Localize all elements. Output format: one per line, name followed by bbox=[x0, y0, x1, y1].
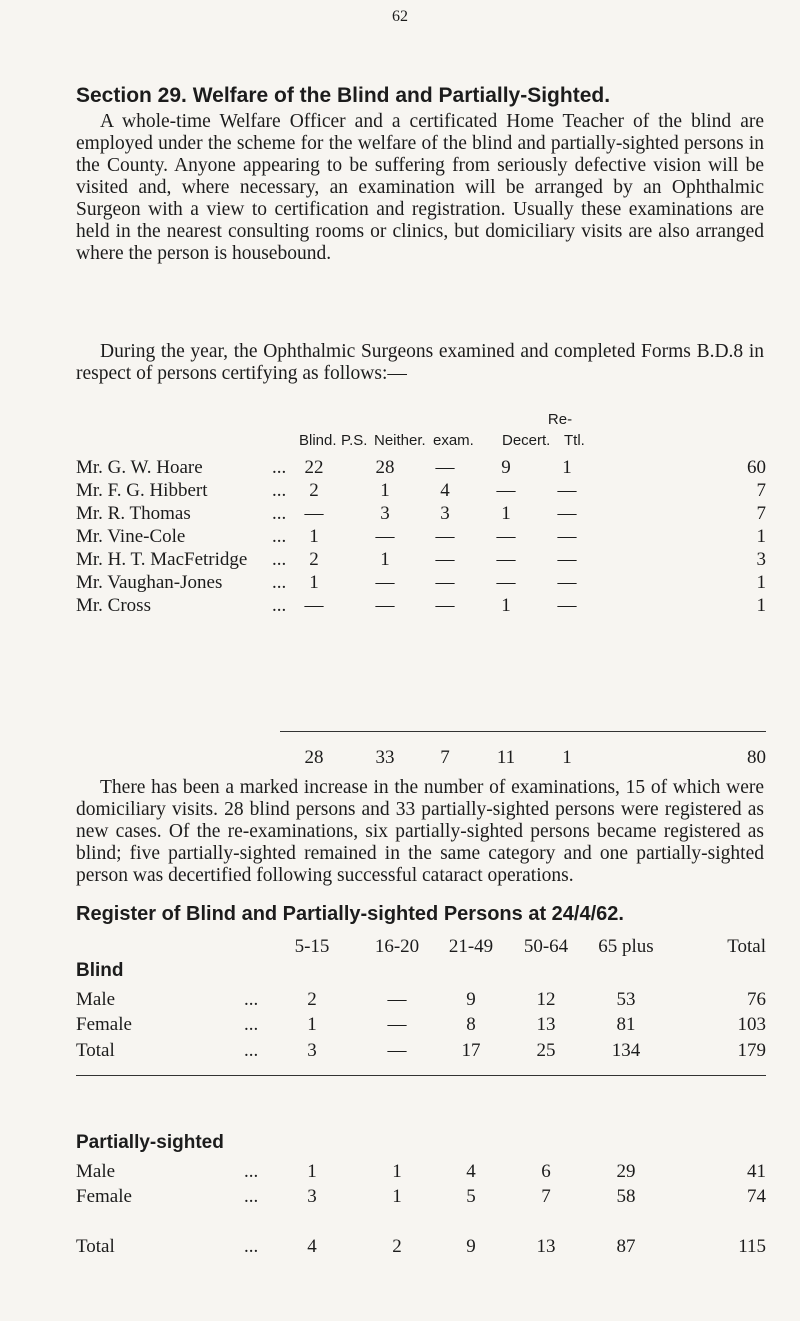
intro-paragraph: A whole-time Welfare Officer and a certificated Home Teacher of the blind are employed under the scheme for the welfare of the blind and partially-sighted persons in the County. Anyone appearing to be suffering from seriously defective vision will be visited and, where necessary, an examination will be arranged by an Ophthalmic Surgeon with a view to certification and registration. Usually these examinations are held in the nearest consulting rooms or clinics, but domiciliary visits are also arranged where the person is housebound. bbox=[76, 111, 764, 264]
surgeon-name: Mr. Vaughan-Jones bbox=[76, 572, 223, 593]
cell-blind: — bbox=[304, 595, 324, 616]
row-label: Male bbox=[76, 1161, 116, 1182]
register-value: 103 bbox=[737, 1014, 766, 1035]
age-header: 16-20 bbox=[374, 936, 420, 957]
total-ps: 33 bbox=[375, 747, 395, 768]
cell-total: 1 bbox=[756, 572, 766, 593]
register-value: 13 bbox=[536, 1236, 556, 1257]
cell-decert: — bbox=[557, 549, 577, 570]
register-value: 2 bbox=[392, 1236, 402, 1257]
cell-decert: — bbox=[557, 480, 577, 501]
leader-dots: ... bbox=[272, 526, 287, 547]
register-value: 1 bbox=[307, 1014, 317, 1035]
cell-decert: — bbox=[557, 503, 577, 524]
register-value: 53 bbox=[616, 989, 636, 1010]
register-value: 6 bbox=[541, 1161, 551, 1182]
row-label: Female bbox=[76, 1186, 132, 1207]
leader-dots: ... bbox=[272, 457, 287, 478]
register-value: 41 bbox=[747, 1161, 766, 1182]
register-value: 2 bbox=[307, 989, 317, 1010]
cell-neither: — bbox=[435, 526, 455, 547]
cell-reexam: — bbox=[496, 526, 516, 547]
cell-blind: 1 bbox=[309, 572, 319, 593]
register-value: 13 bbox=[536, 1014, 556, 1035]
cell-blind: 2 bbox=[309, 480, 319, 501]
cell-neither: — bbox=[435, 572, 455, 593]
cell-reexam: 9 bbox=[501, 457, 511, 478]
register-value: 179 bbox=[737, 1040, 766, 1061]
cell-ps: 28 bbox=[375, 457, 395, 478]
cell-blind: 1 bbox=[309, 526, 319, 547]
header-decert: Decert. bbox=[502, 432, 551, 449]
leader-dots: ... bbox=[244, 1236, 259, 1257]
register-value: 4 bbox=[307, 1236, 317, 1257]
surgeons-paragraph: During the year, the Ophthalmic Surgeons examined and completed Forms B.D.8 in respect of persons certifying as follows:— bbox=[76, 341, 764, 384]
leader-dots: ... bbox=[272, 595, 287, 616]
register-value: 76 bbox=[747, 989, 766, 1010]
header-total: Ttl. bbox=[564, 432, 585, 449]
total-row-label: Total bbox=[76, 1236, 115, 1257]
cell-ps: 1 bbox=[380, 549, 390, 570]
cell-neither: — bbox=[435, 457, 455, 478]
cell-blind: 22 bbox=[304, 457, 324, 478]
register-value: — bbox=[387, 1014, 407, 1035]
register-value: 134 bbox=[611, 1040, 641, 1061]
total-decert: 1 bbox=[562, 747, 572, 768]
cell-reexam: — bbox=[496, 480, 516, 501]
row-label: Female bbox=[76, 1014, 132, 1035]
header-ps: P.S. bbox=[341, 432, 368, 449]
register-value: 9 bbox=[466, 989, 476, 1010]
surgeon-name: Mr. F. G. Hibbert bbox=[76, 480, 208, 501]
register-title: Register of Blind and Partially-sighted Persons at 24/4/62. bbox=[76, 903, 624, 925]
cell-reexam: — bbox=[496, 549, 516, 570]
age-header: 50-64 bbox=[523, 936, 569, 957]
register-value: 9 bbox=[466, 1236, 476, 1257]
register-value: 29 bbox=[616, 1161, 636, 1182]
cell-decert: — bbox=[557, 595, 577, 616]
cell-reexam: 1 bbox=[501, 595, 511, 616]
register-value: 1 bbox=[392, 1186, 402, 1207]
leader-dots: ... bbox=[272, 572, 287, 593]
surgeon-name: Mr. R. Thomas bbox=[76, 503, 191, 524]
partially-sighted-label: Partially-sighted bbox=[76, 1132, 224, 1153]
header-blind: Blind. bbox=[299, 432, 337, 449]
header-neither: Neither. bbox=[374, 432, 426, 449]
cell-decert: — bbox=[557, 526, 577, 547]
cell-neither: 3 bbox=[440, 503, 450, 524]
register-value: 5 bbox=[466, 1186, 476, 1207]
cell-total: 7 bbox=[756, 480, 766, 501]
age-header: 5-15 bbox=[294, 936, 330, 957]
register-value: 12 bbox=[536, 989, 556, 1010]
register-value: 25 bbox=[536, 1040, 556, 1061]
cell-ps: — bbox=[375, 526, 395, 547]
cell-ps: 3 bbox=[380, 503, 390, 524]
register-value: 87 bbox=[616, 1236, 636, 1257]
cell-blind: 2 bbox=[309, 549, 319, 570]
total-blind: 28 bbox=[304, 747, 324, 768]
register-value: 115 bbox=[738, 1236, 766, 1257]
section-title: Section 29. Welfare of the Blind and Partially-Sighted. bbox=[76, 84, 611, 107]
cell-total: 7 bbox=[756, 503, 766, 524]
leader-dots: ... bbox=[244, 989, 259, 1010]
register-value: 3 bbox=[307, 1186, 317, 1207]
cell-blind: — bbox=[304, 503, 324, 524]
surgeon-name: Mr. Cross bbox=[76, 595, 151, 616]
surgeon-name: Mr. H. T. MacFetridge bbox=[76, 549, 248, 570]
age-header: 65 plus bbox=[598, 936, 654, 957]
register-value: 8 bbox=[466, 1014, 476, 1035]
cell-reexam: — bbox=[496, 572, 516, 593]
header-reexam-line1: Re- bbox=[547, 411, 573, 428]
leader-dots: ... bbox=[272, 480, 287, 501]
leader-dots: ... bbox=[244, 1186, 259, 1207]
cell-total: 1 bbox=[756, 595, 766, 616]
register-value: 1 bbox=[307, 1161, 317, 1182]
cell-ps: 1 bbox=[380, 480, 390, 501]
total-reexam: 11 bbox=[496, 747, 516, 768]
cell-decert: — bbox=[557, 572, 577, 593]
cell-neither: — bbox=[435, 595, 455, 616]
blind-rule bbox=[76, 1075, 766, 1076]
cell-ps: — bbox=[375, 572, 395, 593]
register-value: 17 bbox=[461, 1040, 481, 1061]
totals-rule bbox=[280, 731, 766, 732]
age-header: 21-49 bbox=[448, 936, 494, 957]
register-value: 58 bbox=[616, 1186, 636, 1207]
cell-total: 1 bbox=[756, 526, 766, 547]
total-row-label: Total bbox=[76, 1040, 115, 1061]
cell-neither: 4 bbox=[440, 480, 450, 501]
register-value: 7 bbox=[541, 1186, 551, 1207]
surgeon-name: Mr. Vine-Cole bbox=[76, 526, 186, 547]
register-value: 3 bbox=[307, 1040, 317, 1061]
register-value: 74 bbox=[747, 1186, 766, 1207]
cell-reexam: 1 bbox=[501, 503, 511, 524]
surgeon-name: Mr. G. W. Hoare bbox=[76, 457, 203, 478]
register-value: 4 bbox=[466, 1161, 476, 1182]
increase-paragraph: There has been a marked increase in the number of examinations, 15 of which were domiciliary visits. 28 blind persons and 33 partially-sighted persons were registered as new cases. Of the re-examinations, six partially-sighted persons became registered as blind; five partially-sighted remained in the same category and one partially-sighted person was decertified following successful cataract operations. bbox=[76, 777, 764, 886]
cell-ps: — bbox=[375, 595, 395, 616]
leader-dots: ... bbox=[272, 503, 287, 524]
header-reexam-line2: exam. bbox=[433, 432, 474, 449]
row-label: Male bbox=[76, 989, 116, 1010]
cell-decert: 1 bbox=[562, 457, 572, 478]
register-value: — bbox=[387, 989, 407, 1010]
total-neither: 7 bbox=[440, 747, 450, 768]
cell-total: 60 bbox=[747, 457, 766, 478]
age-header: Total bbox=[727, 936, 766, 957]
register-value: — bbox=[387, 1040, 407, 1061]
leader-dots: ... bbox=[244, 1040, 259, 1061]
register-value: 1 bbox=[392, 1161, 402, 1182]
register-value: 81 bbox=[616, 1014, 636, 1035]
cell-total: 3 bbox=[756, 549, 766, 570]
leader-dots: ... bbox=[244, 1014, 259, 1035]
total-total: 80 bbox=[747, 747, 766, 768]
page-number: 62 bbox=[392, 8, 408, 25]
leader-dots: ... bbox=[244, 1161, 259, 1182]
cell-neither: — bbox=[435, 549, 455, 570]
blind-label: Blind bbox=[76, 960, 124, 981]
leader-dots: ... bbox=[272, 549, 287, 570]
